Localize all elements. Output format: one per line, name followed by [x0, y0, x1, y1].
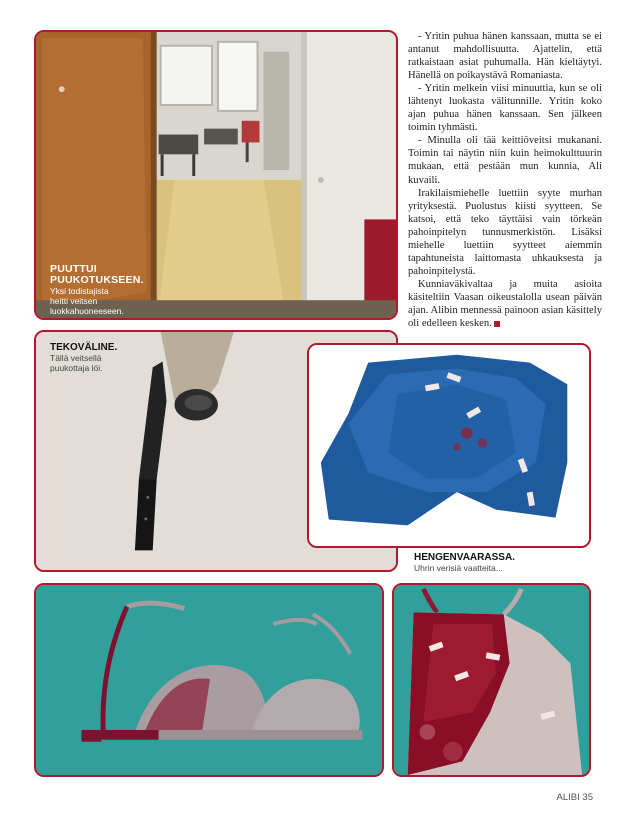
caption-text: Uhrin verisiä vaatteita...: [414, 563, 503, 573]
caption-text: Yksi todistajista heitti veitsen luokkahuoneeseen.: [50, 286, 124, 316]
article-paragraph: Irakilaismiehelle luettiin syyte murhan yrityksestä. Puolustus kiisti syytteen. Se katsoi, että teko täyttäisi vain törkeän pahoinpitelyn tunnusmerkistön. Lisäksi miehelle luettiin syytteet aiemmin tapahtuneista laittomasta uhkauksesta ja pahoinpitelystä.: [408, 187, 602, 277]
article-paragraph: - Yritin puhua hänen kanssaan, mutta se ei antanut mahdollisuutta. Ajattelin, että ratkaistaan asiat puhumalla. Hän kieltäytyi. Hänellä on poikaystävä Romaniasta.: [408, 31, 602, 82]
article-paragraph: - Minulla oli tää keittiöveitsi mukanani. Toimin tai näytin niin kuin heimokulttuurin mukaan, että pestään mun kunnia, Ali kuvaili.: [408, 135, 602, 186]
knife-photo-caption: [50, 342, 117, 373]
classroom-photo-caption: [50, 264, 190, 316]
caption-text: Tällä veitsellä puukottaja löi.: [50, 353, 103, 373]
article-paragraph-text: Kunniaväkivaltaa ja muita asioita käsiteltiin Vaasan oikeustalolla usean päivän ajan. Alibin mennessä painoon asian käsittely oli edelleen kesken.: [408, 278, 602, 330]
bloody-jacket-image: [309, 345, 589, 546]
article-paragraph-last: [408, 278, 602, 330]
bloody-top-photo: [392, 583, 591, 777]
bloody-top-image: [394, 585, 589, 775]
jacket-photo-caption: [414, 552, 594, 573]
caption-heading: TEKOVÄLINE.: [50, 342, 118, 353]
bloody-jacket-photo: [307, 343, 591, 548]
caption-heading: PUUTTUI PUUKOTUKSEEN.: [50, 263, 144, 286]
page-footer: ALIBI 35: [556, 792, 593, 803]
caption-heading: HENGENVAARASSA.: [414, 552, 515, 563]
article-body: [408, 30, 602, 330]
classroom-doorway-photo: [34, 30, 398, 320]
bloody-bra-image: [36, 585, 382, 775]
article-paragraph: - Yritin melkein viisi minuuttia, kun se oli lähtenyt luokasta välitunnille. Yritin koko ajan puhua hänen kanssaan. Sen jälkeen toimin tyhmästi.: [408, 83, 602, 134]
end-of-article-icon: [494, 321, 500, 327]
bloody-bra-photo: [34, 583, 384, 777]
